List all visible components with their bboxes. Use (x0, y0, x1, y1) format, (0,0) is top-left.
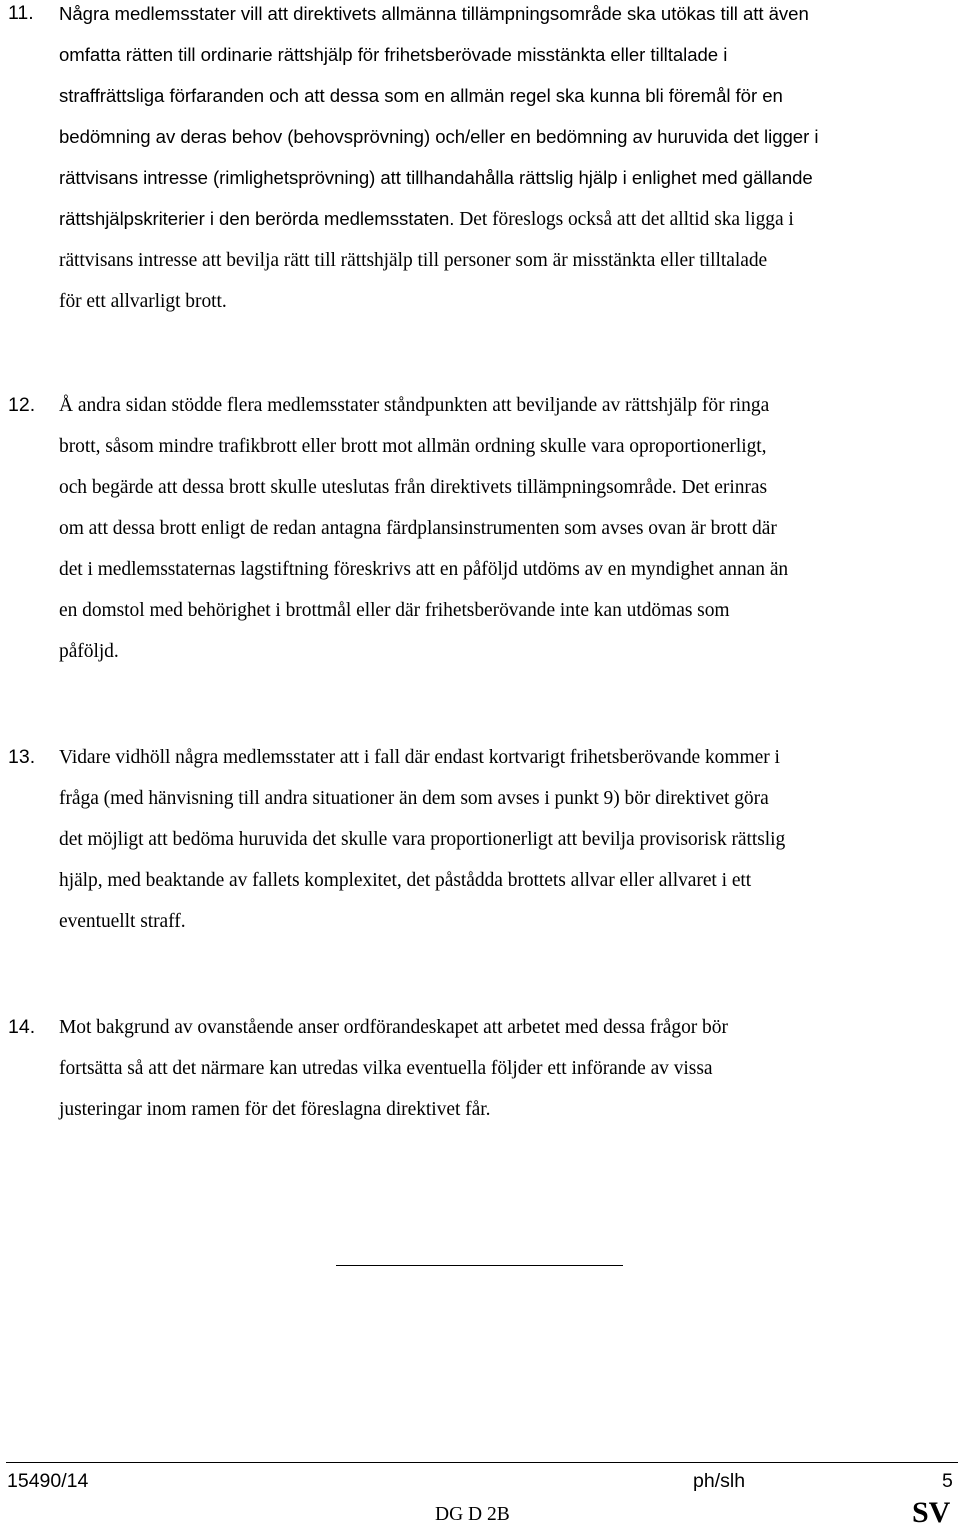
page-number: 5 (942, 1470, 953, 1492)
paragraph-line: fråga (med hänvisning till andra situationer än dem som avses i punkt 9) bör direktivet göra (59, 788, 769, 809)
paragraph-line: det möjligt att bedöma huruvida det skulle vara proportionerligt att bevilja provisorisk rättslig (59, 829, 786, 850)
paragraph-line: om att dessa brott enligt de redan antagna färdplansinstrumenten som avses ovan är brott där (59, 518, 777, 539)
language-code: SV (912, 1496, 951, 1529)
paragraph-line: Några medlemsstater vill att direktivets allmänna tillämpningsområde ska utökas till att även (59, 3, 809, 24)
paragraph-line: påföljd. (59, 641, 119, 662)
paragraph-line: bedömning av deras behov (behovsprövning) och/eller en bedömning av huruvida det ligger i (59, 126, 819, 147)
paragraph-line: hjälp, med beaktande av fallets komplexitet, det påstådda brottets allvar eller allvaret i ett (59, 870, 752, 891)
paragraph-body (59, 737, 955, 942)
end-of-text-rule (336, 1265, 623, 1266)
paragraph-line: Mot bakgrund av ovanstående anser ordförandeskapet att arbetet med dessa frågor bör (59, 1017, 728, 1038)
paragraph-body (59, 1007, 955, 1130)
paragraph-number: 14. (8, 1016, 36, 1038)
paragraph-number: 11. (8, 2, 34, 24)
paragraph-body (59, 385, 955, 672)
paragraph-line: en domstol med behörighet i brottmål eller där frihetsberövande inte kan utdömas som (59, 600, 730, 621)
paragraph-line: Vidare vidhöll några medlemsstater att i fall där endast kortvarigt frihetsberövande kommer i (59, 747, 780, 768)
paragraph-line: och begärde att dessa brott skulle uteslutas från direktivets tillämpningsområde. Det erinras (59, 477, 767, 498)
paragraph-line-continuation: Det föreslogs också att det alltid ska ligga i (454, 209, 794, 230)
paragraph-line: för ett allvarligt brott. (59, 291, 227, 312)
footer-divider (6, 1462, 958, 1463)
paragraph-line: det i medlemsstaternas lagstiftning föreskrivs att en påföljd utdöms av en myndighet annan än (59, 559, 789, 580)
paragraph-line: rättvisans intresse att bevilja rätt till rättshjälp till personer som är misstänkta eller tilltalade (59, 250, 768, 271)
paragraph-line: omfatta rätten till ordinarie rättshjälp för frihetsberövade misstänkta eller tilltalade i (59, 44, 728, 65)
paragraph-number: 12. (8, 394, 36, 416)
paragraph-number: 13. (8, 746, 36, 768)
author-initials: ph/slh (693, 1470, 746, 1492)
paragraph-body (59, 0, 955, 322)
document-number: 15490/14 (7, 1470, 89, 1492)
paragraph-line (59, 198, 955, 240)
paragraph-line-start: rättshjälpskriterier i den berörda medlemsstaten. (59, 208, 455, 229)
directorate-code: DG D 2B (435, 1504, 510, 1525)
paragraph-line: rättvisans intresse (rimlighetsprövning) att tillhandahålla rättslig hjälp i enlighet med gällande (59, 167, 813, 188)
paragraph-line: fortsätta så att det närmare kan utredas vilka eventuella följder ett införande av vissa (59, 1058, 713, 1079)
paragraph-line: brott, såsom mindre trafikbrott eller brott mot allmän ordning skulle vara oproportionerligt, (59, 436, 767, 457)
paragraph-line: justeringar inom ramen för det föreslagna direktivet får. (59, 1099, 491, 1120)
paragraph-line: straffrättsliga förfaranden och att dessa som en allmän regel ska kunna bli föremål för en (59, 85, 783, 106)
paragraph-line: eventuellt straff. (59, 911, 186, 932)
paragraph-line: Å andra sidan stödde flera medlemsstater ståndpunkten att beviljande av rättshjälp för ringa (59, 395, 770, 416)
